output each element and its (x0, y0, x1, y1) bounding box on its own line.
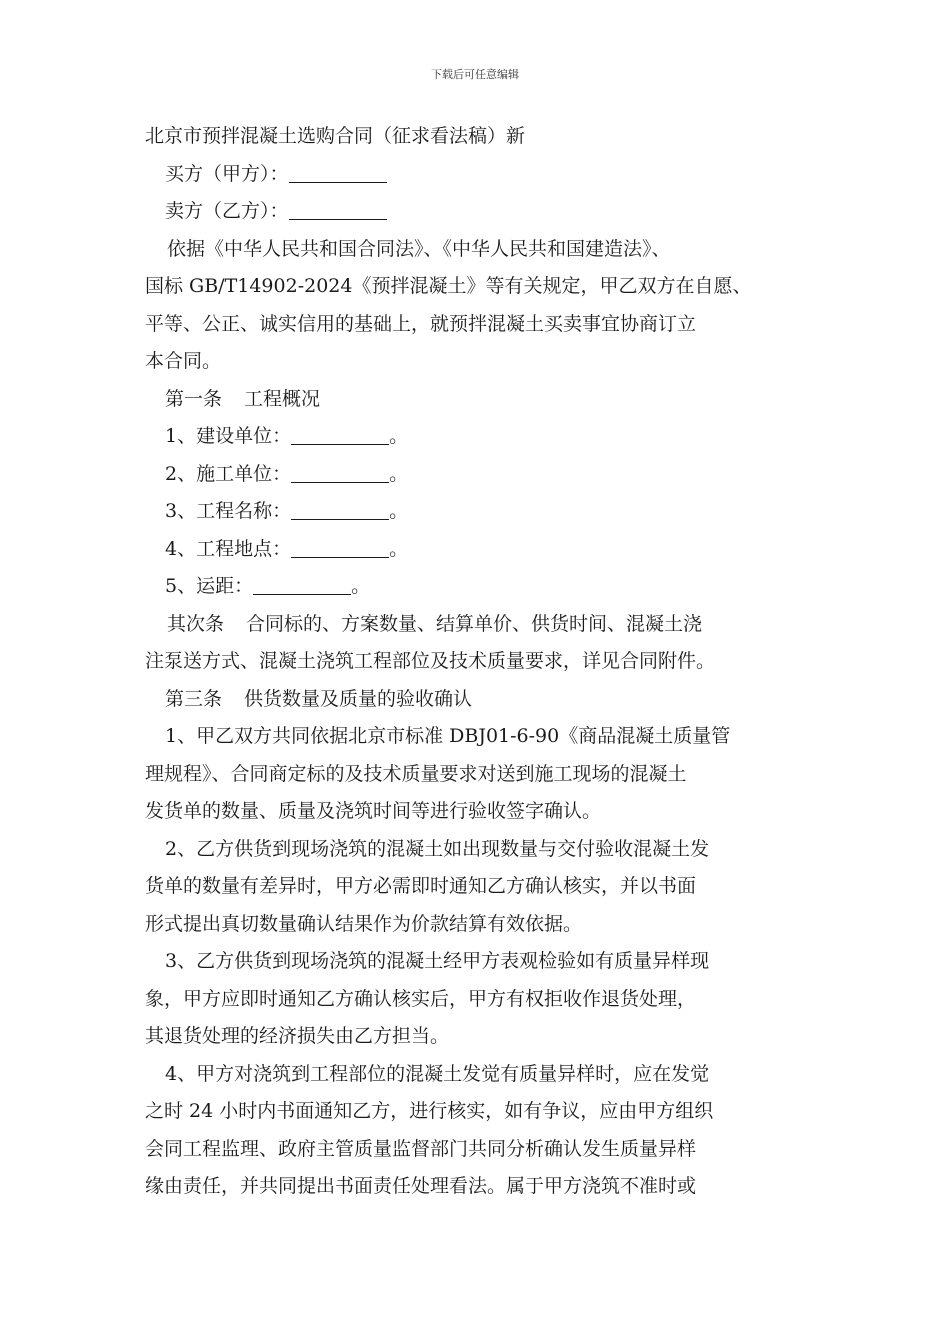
article2-number: 其次条 (167, 612, 225, 635)
article3-number: 第三条 (165, 687, 223, 710)
buyer-label: 买方（甲方）： (165, 162, 289, 185)
article3-line: 发货单的数量、质量及浇筑时间等进行验收签字确认。 (145, 800, 602, 822)
article2-line (145, 606, 835, 644)
contract-body (145, 118, 835, 1206)
article3-paragraph (145, 943, 835, 1056)
article3-line: 之时 24 小时内书面通知乙方，进行核实，如有争议，应由甲方组织 (145, 1100, 714, 1122)
article1-item (145, 493, 835, 531)
contract-title: 北京市预拌混凝土选购合同（征求看法稿）新 (145, 125, 526, 147)
article3-title: 供货数量及质量的验收确认 (244, 687, 473, 710)
article3-line: 形式提出真切数量确认结果作为价款结算有效依据。 (145, 912, 583, 935)
item-label: 4、工程地点： (165, 537, 292, 560)
article3-paragraph (145, 718, 835, 831)
article3-line: 1、甲乙双方共同依据北京市标准 DBJ01-6-90《商品混凝土质量管 (165, 725, 731, 747)
item-blank[interactable] (291, 464, 389, 483)
item-blank[interactable] (291, 501, 389, 520)
article3-line: 会同工程监理、政府主管质量监督部门共同分析确认发生质量异样 (145, 1137, 697, 1160)
article1-item (145, 531, 835, 569)
article3-line: 2、乙方供货到现场浇筑的混凝土如出现数量与交付验收混凝土发 (165, 837, 710, 860)
article1-item (145, 418, 835, 456)
article1-item (145, 456, 835, 494)
article3-paragraph (145, 831, 835, 944)
preamble-paragraph (145, 231, 835, 381)
article2-text: 合同标的、方案数量、结算单价、供货时间、混凝土浇 (246, 612, 703, 635)
header-note: 下载后可任意编辑 (431, 68, 519, 81)
seller-line (145, 193, 835, 231)
article3-line: 其退货处理的经济损失由乙方担当。 (145, 1025, 450, 1047)
item-label: 3、工程名称： (165, 500, 292, 522)
item-label: 1、建设单位： (165, 425, 292, 447)
buyer-line (145, 156, 835, 194)
article3-heading (145, 681, 835, 719)
buyer-blank[interactable] (289, 164, 387, 183)
item-end: 。 (389, 537, 409, 560)
article3-line: 理规程》、合同商定标的及技术质量要求对送到施工现场的混凝土 (145, 762, 687, 785)
preamble-line: 平等、公正、诚实信用的基础上，就预拌混凝土买卖事宜协商订立 (145, 312, 697, 335)
preamble-line: 依据《中华人民共和国合同法》、《中华人民共和国建造法》、 (167, 237, 671, 260)
item-blank[interactable] (253, 576, 351, 595)
article3-line: 象，甲方应即时通知乙方确认核实后，甲方有权拒收作退货处理， (145, 987, 697, 1010)
article2-paragraph (145, 606, 835, 681)
item-blank[interactable] (291, 426, 389, 445)
article1-item (145, 568, 835, 606)
article1-heading (145, 381, 835, 419)
article3-paragraph (145, 1056, 835, 1206)
article1-number: 第一条 (165, 387, 223, 410)
article3-line: 货单的数量有差异时，甲方必需即时通知乙方确认核实，并以书面 (145, 875, 697, 897)
article1-title: 工程概况 (244, 387, 321, 410)
item-label: 5、运距： (165, 575, 254, 597)
article3-line: 4、甲方对浇筑到工程部位的混凝土发觉有质量异样时，应在发觉 (165, 1062, 710, 1085)
item-end: 。 (351, 575, 371, 597)
article3-line: 3、乙方供货到现场浇筑的混凝土经甲方表观检验如有质量异样现 (165, 950, 710, 972)
seller-blank[interactable] (289, 201, 387, 220)
article2-line: 注泵送方式、混凝土浇筑工程部位及技术质量要求，详见合同附件。 (145, 650, 716, 672)
preamble-line: 本合同。 (145, 350, 222, 372)
item-end: 。 (389, 500, 409, 522)
item-end: 。 (389, 425, 409, 447)
item-blank[interactable] (291, 539, 389, 558)
article3-line: 缘由责任，并共同提出书面责任处理看法。属于甲方浇筑不准时或 (145, 1175, 697, 1197)
item-end: 。 (389, 462, 409, 485)
seller-label: 卖方（乙方）： (165, 200, 289, 222)
preamble-line: 国标 GB/T14902-2024《预拌混凝土》等有关规定，甲乙双方在自愿、 (145, 275, 752, 297)
item-label: 2、施工单位： (165, 462, 292, 485)
